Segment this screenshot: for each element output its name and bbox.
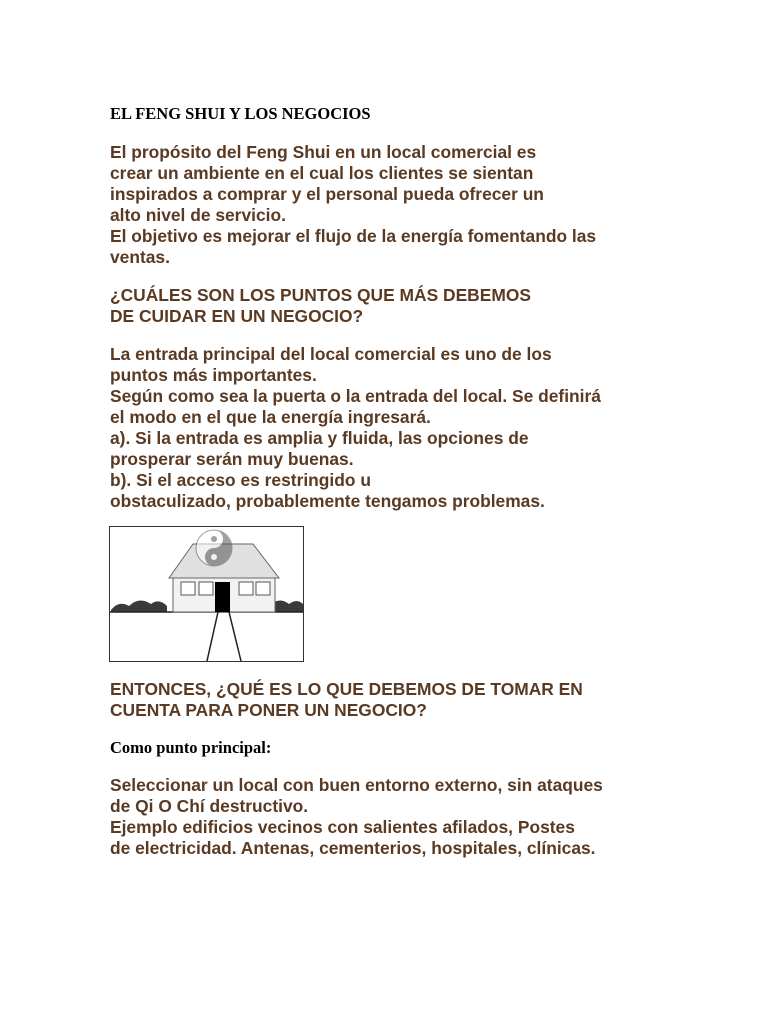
entrance-paragraph [110, 344, 601, 512]
intro-line: El objetivo es mejorar el flujo de la energía fomentando las [110, 226, 597, 246]
house-illustration [109, 526, 304, 662]
closing-line: de electricidad. Antenas, cementerios, hospitales, clínicas. [110, 838, 596, 858]
entrance-line: el modo en el que la energía ingresará. [110, 407, 431, 427]
intro-line: El propósito del Feng Shui en un local comercial es [110, 142, 537, 162]
subtitle: Como punto principal: [110, 738, 272, 757]
intro-paragraph [110, 142, 596, 268]
question-line: CUENTA PARA PONER UN NEGOCIO? [110, 700, 427, 720]
question-heading-1 [110, 285, 531, 327]
closing-line: de Qi O Chí destructivo. [110, 796, 309, 816]
intro-line: inspirados a comprar y el personal pueda ofrecer un [110, 184, 544, 204]
entrance-line: a). Si la entrada es amplia y fluida, las opciones de [110, 428, 529, 448]
entrance-line: puntos más importantes. [110, 365, 317, 385]
closing-paragraph [110, 775, 603, 859]
question-line: DE CUIDAR EN UN NEGOCIO? [110, 306, 364, 326]
question-line: ENTONCES, ¿QUÉ ES LO QUE DEBEMOS DE TOMAR EN [110, 679, 583, 699]
document-title: EL FENG SHUI Y LOS NEGOCIOS [110, 104, 371, 123]
entrance-line: obstaculizado, probablemente tengamos problemas. [110, 491, 545, 511]
question-heading-2 [110, 679, 583, 721]
intro-line: ventas. [110, 247, 170, 267]
closing-line: Seleccionar un local con buen entorno externo, sin ataques [110, 775, 603, 795]
closing-line: Ejemplo edificios vecinos con salientes afilados, Postes [110, 817, 575, 837]
entrance-line: b). Si el acceso es restringido u [110, 470, 371, 490]
entrance-line: prosperar serán muy buenas. [110, 449, 354, 469]
house-yin-yang-icon [109, 526, 304, 662]
entrance-line: Según como sea la puerta o la entrada del local. Se definirá [110, 386, 601, 406]
intro-line: crear un ambiente en el cual los clientes se sientan [110, 163, 534, 183]
question-line: ¿CUÁLES SON LOS PUNTOS QUE MÁS DEBEMOS [110, 285, 531, 305]
entrance-line: La entrada principal del local comercial es uno de los [110, 344, 552, 364]
intro-line: alto nivel de servicio. [110, 205, 286, 225]
